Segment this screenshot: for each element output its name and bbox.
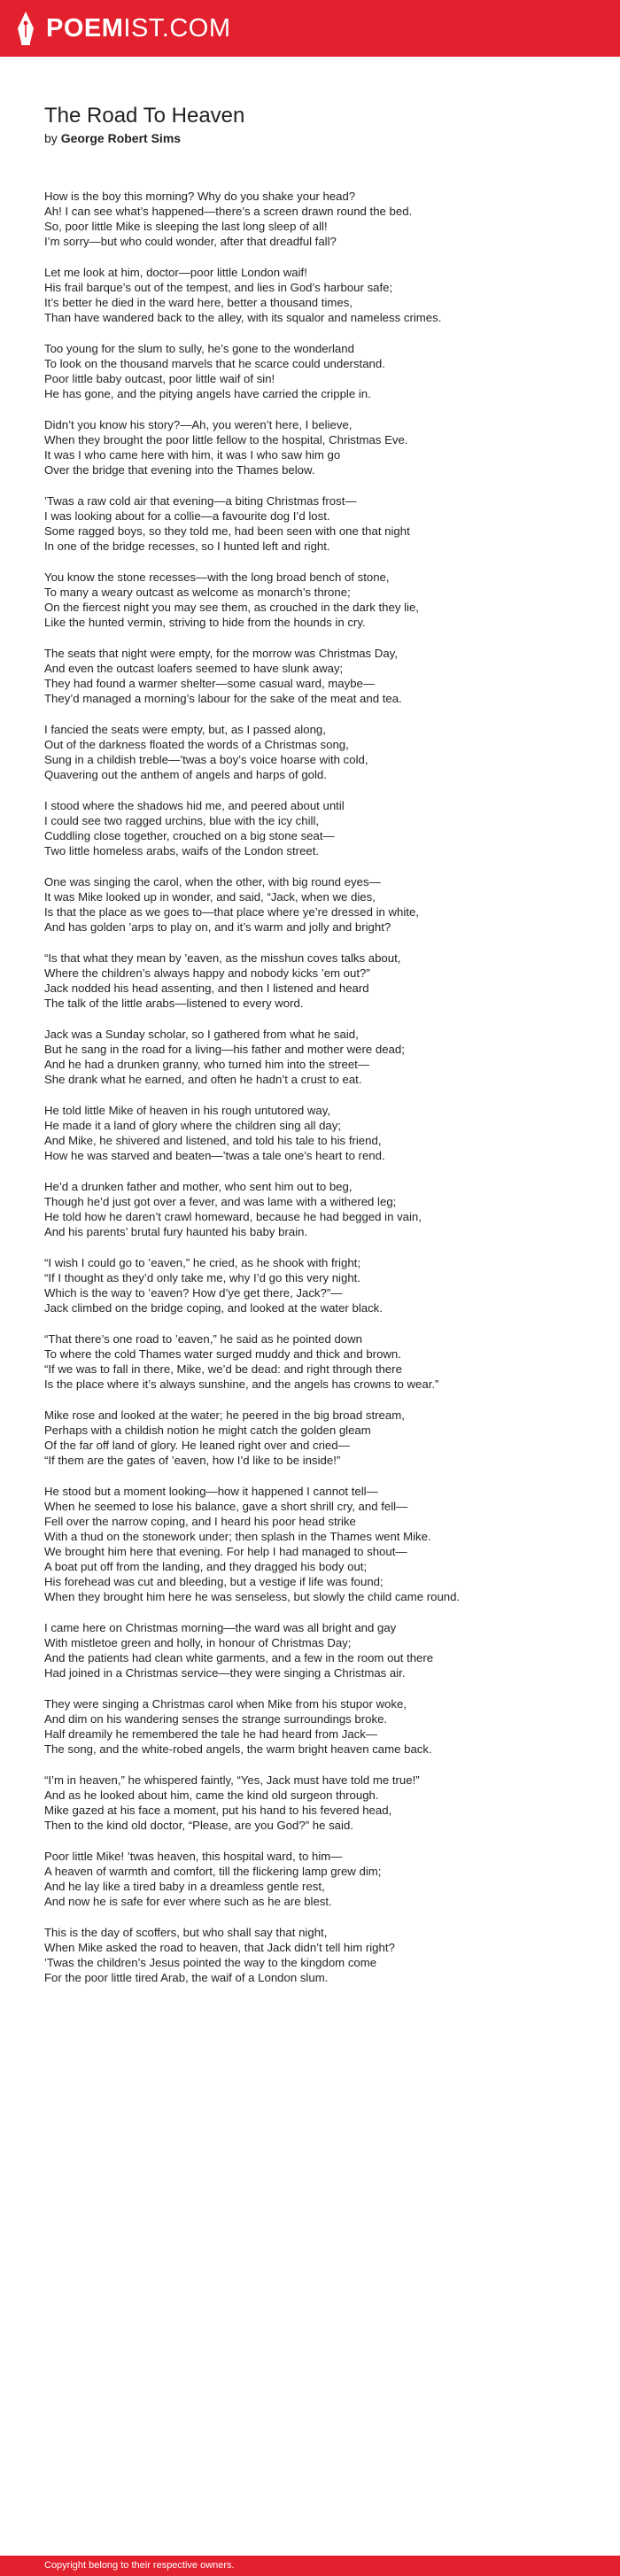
poem-line: And Mike, he shivered and listened, and told his tale to his friend, <box>44 1134 382 1147</box>
poem-line: Than have wandered back to the alley, with its squalor and nameless crimes. <box>44 311 442 324</box>
poem-line: It was I who came here with him, it was I who saw him go <box>44 448 341 462</box>
poem-stanza <box>44 1484 576 1604</box>
poem-stanza <box>44 493 576 554</box>
poem-line: “If I thought as they’d only take me, why I’d go this very night. <box>44 1271 360 1284</box>
byline-prefix: by <box>44 131 58 145</box>
poem-line: He told how he daren’t crawl homeward, because he had begged in vain, <box>44 1210 422 1223</box>
poem-line: Two little homeless arabs, waifs of the London street. <box>44 844 320 857</box>
poem-line: When they brought the poor little fellow to the hospital, Christmas Eve. <box>44 433 408 446</box>
site-logo-text <box>46 11 231 46</box>
poem-stanza <box>44 950 576 1011</box>
poem-line: His frail barque’s out of the tempest, and lies in God’s harbour safe; <box>44 281 393 294</box>
logo-text-bold: POEM <box>46 14 124 43</box>
poem-line: And dim on his wandering senses the strange surroundings broke. <box>44 1712 388 1726</box>
poem-line: On the fiercest night you may see them, as crouched in the dark they lie, <box>44 601 419 614</box>
poem-line: ’Twas a raw cold air that evening—a biting Christmas frost— <box>44 494 357 508</box>
poem-line: So, poor little Mike is sleeping the last long sleep of all! <box>44 220 328 233</box>
poem-line: ’Twas the children’s Jesus pointed the way to the kingdom come <box>44 1956 377 1969</box>
poem-content <box>44 104 576 2001</box>
poem-line: Mike rose and looked at the water; he peered in the big broad stream, <box>44 1408 405 1422</box>
poem-line: They had found a warmer shelter—some casual ward, maybe— <box>44 677 376 690</box>
poem-line: Cuddling close together, crouched on a big stone seat— <box>44 829 335 842</box>
poem-line: “If we was to fall in there, Mike, we’d be dead: and right through there <box>44 1362 402 1376</box>
poem-stanza <box>44 1849 576 1909</box>
poem-line: And the patients had clean white garments, and a few in the room out there <box>44 1651 434 1664</box>
poem-line: Mike gazed at his face a moment, put his hand to his fevered head, <box>44 1804 392 1817</box>
poem-line: The seats that night were empty, for the morrow was Christmas Day, <box>44 647 398 660</box>
site-footer <box>0 2556 620 2576</box>
poem-line: Poor little baby outcast, poor little waif of sin! <box>44 372 275 385</box>
poem-line: Where the children’s always happy and nobody kicks ’em out?” <box>44 966 370 980</box>
poem-line: We brought him here that evening. For help I had managed to shout— <box>44 1545 407 1558</box>
poem-line: “If them are the gates of ’eaven, how I’d like to be inside!” <box>44 1454 341 1467</box>
poem-line: How is the boy this morning? Why do you shake your head? <box>44 190 356 203</box>
poem-line: Jack was a Sunday scholar, so I gathered from what he said, <box>44 1028 359 1041</box>
poem-line: I was looking about for a collie—a favourite dog I’d lost. <box>44 509 330 523</box>
poem-line: And even the outcast loafers seemed to have slunk away; <box>44 662 344 675</box>
poem-stanza <box>44 265 576 325</box>
poem-line: You know the stone recesses—with the long broad bench of stone, <box>44 570 390 584</box>
poem-stanza <box>44 570 576 630</box>
poem-stanza <box>44 1255 576 1315</box>
poem-line: The talk of the little arabs—listened to every word. <box>44 997 304 1010</box>
poem-line: He’d a drunken father and mother, who sent him out to beg, <box>44 1180 353 1193</box>
poem-line: Then to the kind old doctor, “Please, are you God?” he said. <box>44 1819 353 1832</box>
poem-line: With mistletoe green and holly, in honour of Christmas Day; <box>44 1636 352 1649</box>
poem-line: Out of the darkness floated the words of a Christmas song, <box>44 738 349 751</box>
poem-stanza <box>44 722 576 782</box>
poem-stanza <box>44 874 576 935</box>
poem-line: With a thud on the stonework under; then splash in the Thames went Mike. <box>44 1530 431 1543</box>
poem-stanza <box>44 1331 576 1392</box>
poem-line: Is that the place as we goes to—that place where ye’re dressed in white, <box>44 905 419 919</box>
poem-line: They’d managed a morning’s labour for the sake of the meat and tea. <box>44 692 402 705</box>
poem-line: The song, and the white-robed angels, the warm bright heaven came back. <box>44 1742 432 1756</box>
poem-line: He made it a land of glory where the children sing all day; <box>44 1119 341 1132</box>
poem-line: She drank what he earned, and often he hadn’t a crust to eat. <box>44 1073 362 1086</box>
poem-stanza <box>44 341 576 401</box>
poem-line: Which is the way to ’eaven? How d’ye get there, Jack?”— <box>44 1286 343 1300</box>
poem-stanza <box>44 1027 576 1087</box>
poem-line: He stood but a moment looking—how it happened I cannot tell— <box>44 1485 378 1498</box>
poem-line: And now he is safe for ever where such as he are blest. <box>44 1895 332 1908</box>
poem-line: His forehead was cut and bleeding, but a vestige if life was found; <box>44 1575 384 1588</box>
poem-line: Poor little Mike! ’twas heaven, this hospital ward, to him— <box>44 1850 343 1863</box>
poem-line: To where the cold Thames water surged muddy and thick and brown. <box>44 1347 401 1361</box>
poem-line: Let me look at him, doctor—poor little London waif! <box>44 266 307 279</box>
poem-line: To many a weary outcast as welcome as monarch’s throne; <box>44 586 351 599</box>
poem-line: When Mike asked the road to heaven, that Jack didn’t tell him right? <box>44 1941 395 1954</box>
poem-line: Sung in a childish treble—’twas a boy’s voice hoarse with cold, <box>44 753 368 766</box>
poem-line: I came here on Christmas morning—the ward was all bright and gay <box>44 1621 397 1634</box>
poem-line: When they brought him here he was senseless, but slowly the child came round. <box>44 1590 461 1603</box>
poem-line: Quavering out the anthem of angels and harps of gold. <box>44 768 327 781</box>
poem-line: And he had a drunken granny, who turned him into the street— <box>44 1058 370 1071</box>
poem-line: I stood where the shadows hid me, and peered about until <box>44 799 345 812</box>
poem-stanza <box>44 798 576 858</box>
poem-line: Jack nodded his head assenting, and then I listened and heard <box>44 982 369 995</box>
site-header <box>0 0 620 57</box>
poem-line: How he was starved and beaten—’twas a tale one’s heart to rend. <box>44 1149 385 1162</box>
poem-stanza <box>44 1773 576 1833</box>
poem-title: The Road To Heaven <box>44 104 245 128</box>
poem-stanza <box>44 1408 576 1468</box>
poem-line: And his parents’ brutal fury haunted his baby brain. <box>44 1225 308 1238</box>
poem-line: “I’m in heaven,” he whispered faintly, “Yes, Jack must have told me true!” <box>44 1773 420 1787</box>
poem-stanza <box>44 1925 576 1985</box>
poem-line: Didn’t you know his story?—Ah, you weren’t here, I believe, <box>44 418 353 431</box>
poem-stanza <box>44 1696 576 1757</box>
poem-line: Jack climbed on the bridge coping, and looked at the water black. <box>44 1301 383 1315</box>
poem-line: I fancied the seats were empty, but, as I passed along, <box>44 723 326 736</box>
poem-line: One was singing the carol, when the other, with big round eyes— <box>44 875 381 888</box>
poem-line: This is the day of scoffers, but who shall say that night, <box>44 1926 328 1939</box>
poem-line: Ah! I can see what’s happened—there’s a screen drawn round the bed. <box>44 205 413 218</box>
fountain-pen-icon <box>16 11 35 46</box>
poem-body <box>44 189 576 1985</box>
poem-line: Fell over the narrow coping, and I heard his poor head strike <box>44 1515 356 1528</box>
poem-line: I could see two ragged urchins, blue with the icy chill, <box>44 814 320 827</box>
poem-line: Half dreamily he remembered the tale he had heard from Jack— <box>44 1727 378 1741</box>
poem-line: “I wish I could go to ’eaven,” he cried, as he shook with fright; <box>44 1256 360 1269</box>
poem-line: And he lay like a tired baby in a dreamless gentle rest, <box>44 1880 325 1893</box>
logo-text-light: IST.COM <box>123 14 231 43</box>
site-logo[interactable] <box>16 11 231 46</box>
poem-line: “Is that what they mean by ’eaven, as the misshun coves talks about, <box>44 951 401 965</box>
poem-stanza <box>44 1620 576 1680</box>
poem-line: In one of the bridge recesses, so I hunted left and right. <box>44 539 330 553</box>
poem-line: When he seemed to lose his balance, gave a short shrill cry, and fell— <box>44 1500 408 1513</box>
poem-line: And has golden ’arps to play on, and it’s warm and jolly and bright? <box>44 920 391 934</box>
poem-line: Too young for the slum to sully, he’s gone to the wonderland <box>44 342 354 355</box>
poem-line: To look on the thousand marvels that he scarce could understand. <box>44 357 385 370</box>
copyright-notice: Copyright belong to their respective owners. <box>44 2560 235 2571</box>
poem-line: “That there’s one road to ’eaven,” he said as he pointed down <box>44 1332 362 1346</box>
poem-line: Perhaps with a childish notion he might catch the golden gleam <box>44 1424 371 1437</box>
poem-line: Like the hunted vermin, striving to hide from the hounds in cry. <box>44 616 366 629</box>
poem-line: But he sang in the road for a living—his father and mother were dead; <box>44 1043 405 1056</box>
poem-line: Over the bridge that evening into the Thames below. <box>44 463 315 477</box>
poem-line: Had joined in a Christmas service—they were singing a Christmas air. <box>44 1666 406 1680</box>
poem-line: He has gone, and the pitying angels have carried the cripple in. <box>44 387 371 400</box>
poem-line: Is the place where it’s always sunshine, and the angels has crowns to wear.” <box>44 1377 439 1391</box>
poem-line: I’m sorry—but who could wonder, after that dreadful fall? <box>44 235 337 248</box>
poem-line: It’s better he died in the ward here, better a thousand times, <box>44 296 353 309</box>
poem-stanza <box>44 189 576 249</box>
poem-stanza <box>44 1103 576 1163</box>
poem-line: He told little Mike of heaven in his rough untutored way, <box>44 1104 331 1117</box>
poem-line: It was Mike looked up in wonder, and said, “Jack, when we dies, <box>44 890 376 904</box>
author-link[interactable]: George Robert Sims <box>60 131 182 145</box>
poem-line: A heaven of warmth and comfort, till the flickering lamp grew dim; <box>44 1865 382 1878</box>
poem-line: Of the far off land of glory. He leaned right over and cried— <box>44 1439 350 1452</box>
poem-line: Some ragged boys, so they told me, had been seen with one that night <box>44 524 410 538</box>
poem-stanza <box>44 1179 576 1239</box>
poem-line: And as he looked about him, came the kind old surgeon through. <box>44 1788 379 1802</box>
poem-line: A boat put off from the landing, and they dragged his body out; <box>44 1560 368 1573</box>
poem-stanza <box>44 646 576 706</box>
poem-stanza <box>44 417 576 477</box>
poem-line: They were singing a Christmas carol when Mike from his stupor woke, <box>44 1697 407 1711</box>
poem-line: Though he’d just got over a fever, and was lame with a withered leg; <box>44 1195 397 1208</box>
poem-line: For the poor little tired Arab, the waif of a London slum. <box>44 1971 329 1984</box>
poem-byline <box>44 130 576 146</box>
